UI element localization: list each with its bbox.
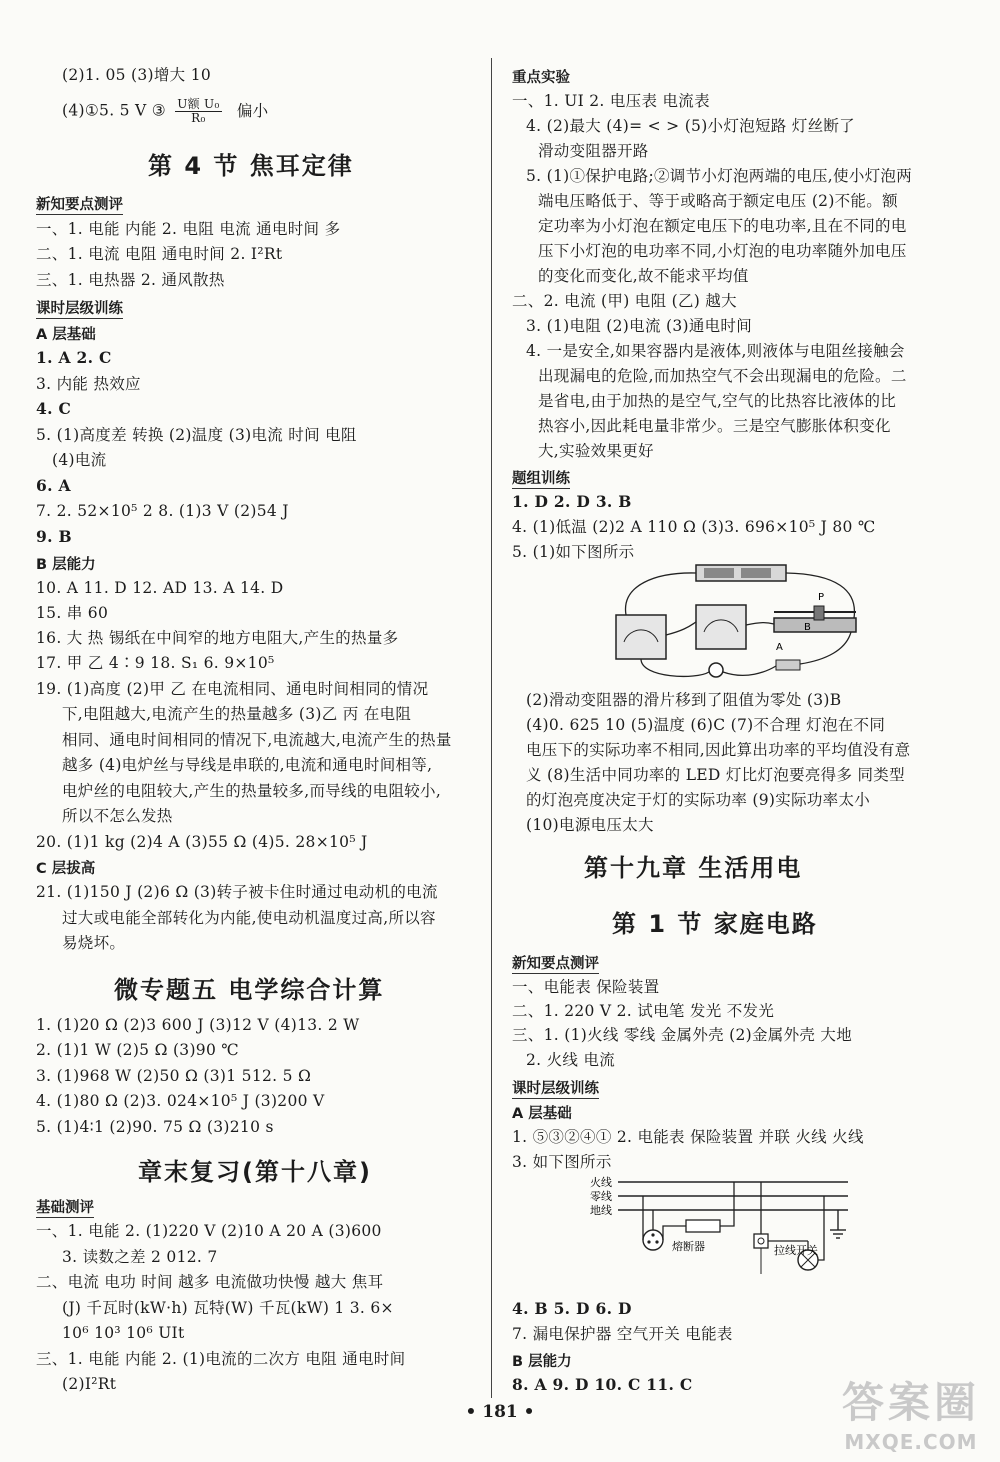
answer-line: 20. (1)1 kg (2)4 A (3)55 Ω (4)5. 28×10⁵ J: [36, 833, 368, 851]
subsection-title: 课时层级训练: [36, 297, 123, 319]
answer-line: (2)I²Rt: [62, 1375, 117, 1393]
answer-line: 3. 内能 热效应: [36, 375, 141, 393]
answer-line: 二、电流 电功 时间 越多 电流做功快慢 越大 焦耳: [36, 1273, 384, 1291]
subsection-title: 新知要点测评: [512, 952, 599, 974]
answer-line: 热容小,因此耗电量非常少。三是空气膨胀体积变化: [538, 417, 891, 435]
terminal-label-b: B: [804, 622, 811, 633]
answer-line: 是省电,由于加热的是空气,空气的比热容比液体的比: [538, 392, 897, 410]
answer-line: 易烧坏。: [62, 934, 126, 952]
answer-line: 3. (1)968 W (2)50 Ω (3)1 512. 5 Ω: [36, 1067, 312, 1085]
answer-line: 压下小灯泡的电功率不同,小灯泡的电功率随外加电压: [538, 242, 907, 260]
answer-line: 8. A 9. D 10. C 11. C: [512, 1375, 693, 1394]
answer-line: 三、1. 电热器 2. 通风散热: [36, 271, 225, 289]
socket-pin: [647, 1240, 650, 1243]
answer-line: 下,电阻越大,电流产生的热量越多 (3)乙 丙 在电阻: [62, 705, 412, 723]
battery-cell: [704, 568, 734, 578]
level-title: B 层能力: [36, 557, 96, 573]
fuse-wiring: [720, 1182, 734, 1226]
answer-line: 的灯泡亮度决定于灯的实际功率 (9)实际功率太小: [526, 791, 871, 809]
answer-line: 4. B 5. D 6. D: [512, 1299, 632, 1318]
answer-line: (10)电源电压太大: [526, 816, 654, 834]
watermark-logo-text: 答案圈: [841, 1378, 980, 1427]
terminal-label-a: A: [776, 642, 783, 653]
battery-cell: [741, 568, 771, 578]
answer-line: 4. (1)低温 (2)2 A 110 Ω (3)3. 696×10⁵ J 80 ℃: [512, 518, 876, 536]
subsection-title: 新知要点测评: [36, 193, 123, 215]
socket-pin: [655, 1240, 658, 1243]
switch: [776, 660, 800, 670]
answer-line: 21. (1)150 J (2)6 Ω (3)转子被卡住时通过电动机的电流: [36, 883, 438, 901]
answer-line: 5. (1)①保护电路;②调节小灯泡两端的电压,使小灯泡两: [526, 167, 913, 185]
answer-line: 所以不怎么发热: [62, 807, 173, 825]
answer-line: 过大或电能全部转化为内能,使电动机温度过高,所以容: [62, 909, 436, 927]
chapter-heading: 第十九章 生活用电: [584, 854, 803, 882]
bulb: [709, 663, 723, 677]
level-title: C 层拔高: [36, 861, 96, 877]
answer-line: 7. 漏电保护器 空气开关 电能表: [512, 1325, 733, 1343]
answer-line: 1. D 2. D 3. B: [512, 492, 632, 511]
answer-line: 10. A 11. D 12. AD 13. A 14. D: [36, 579, 284, 597]
answer-line: 一、电能表 保险装置: [512, 978, 660, 996]
level-title: A 层基础: [36, 327, 96, 343]
subsection-title: 课时层级训练: [512, 1077, 599, 1099]
household-circuit-figure: [588, 1170, 868, 1296]
answer-line-fraction: (4)①5. 5 V ③ $\frac{\text{U额 U₀}}{\text{R₀}}$ 偏小: [62, 97, 269, 125]
neutral-wire-label: 零线: [590, 1190, 612, 1203]
answer-line: 二、2. 电流 (甲) 电阻 (乙) 越大: [512, 292, 737, 310]
answer-line: 滑动变阻器开路: [538, 142, 649, 160]
answer-line: 一、1. 电能 内能 2. 电阻 电流 通电时间 多: [36, 220, 341, 238]
site-watermark: [842, 1370, 980, 1454]
live-wire-label: 火线: [590, 1176, 612, 1189]
answer-line: 7. 2. 52×10⁵ 2 8. (1)3 V (2)54 J: [36, 502, 289, 520]
rheostat-slider: [814, 606, 824, 620]
answer-line: 6. A: [36, 476, 71, 495]
answer-line: (2)滑动变阻器的滑片移到了阻值为零处 (3)B: [526, 691, 842, 709]
answer-line: 3. (1)电阻 (2)电流 (3)通电时间: [526, 317, 753, 335]
answer-line: (4)电流: [52, 451, 107, 469]
answer-line: 定功率为小灯泡在额定电压下的电功率,且在不同的电: [538, 217, 907, 235]
column-divider: [491, 58, 492, 1398]
slider-label-p: P: [818, 592, 825, 603]
answer-line: 越多 (4)电炉丝与导线是串联的,电流和通电时间相等,: [62, 756, 433, 774]
subsection-title: 基础测评: [36, 1196, 94, 1218]
answer-line: 一、1. UI 2. 电压表 电流表: [512, 92, 710, 110]
fuse: [686, 1220, 720, 1232]
answer-line: 义 (8)生活中同功率的 LED 灯比灯泡要亮得多 同类型: [526, 766, 905, 784]
answer-line: 5. (1)如下图所示: [512, 543, 635, 561]
answer-line: 电炉丝的电阻较大,产生的热量较多,而导线的电阻较小,: [62, 782, 442, 800]
answer-line: 4. C: [36, 399, 72, 418]
answer-line: 4. 一是安全,如果容器内是液体,则液体与电阻丝接触会: [526, 342, 905, 360]
ammeter: [616, 615, 666, 659]
section-heading: 第 1 节 家庭电路: [612, 910, 818, 938]
answer-line: 1. ⑤③②④① 2. 电能表 保险装置 并联 火线 火线: [512, 1128, 864, 1146]
section-heading: 第 4 节 焦耳定律: [148, 152, 354, 180]
answer-line: 5. (1)4∶1 (2)90. 75 Ω (3)210 s: [36, 1118, 274, 1136]
answer-line: 的变化而变化,故不能求平均值: [538, 267, 749, 285]
answer-line: 三、1. 电能 内能 2. (1)电流的二次方 电阻 通电时间: [36, 1350, 406, 1368]
answer-line: 大,实验效果更好: [538, 442, 654, 460]
answer-line: 1. A 2. C: [36, 348, 112, 367]
answer-line: 三、1. (1)火线 零线 金属外壳 (2)金属外壳 大地: [512, 1026, 853, 1044]
level-title: B 层能力: [512, 1354, 572, 1370]
answer-line: 19. (1)高度 (2)甲 乙 在电流相同、通电时间相同的情况: [36, 680, 429, 698]
answer-line: 电压下的实际功率不相同,因此算出功率的平均值没有意: [526, 741, 911, 759]
socket-pin: [651, 1233, 654, 1236]
answer-line: 4. (2)最大 (4)= < > (5)小灯泡短路 灯丝断了: [526, 117, 855, 135]
answer-line: 端电压略低于、等于或略高于额定电压 (2)不能。额: [538, 192, 898, 210]
answer-line: 二、1. 电流 电阻 通电时间 2. I²Rt: [36, 245, 283, 263]
fraction: $\frac{\text{U额 U₀}}{\text{R₀}}$: [177, 97, 220, 125]
answer-line: (2)1. 05 (3)增大 10: [62, 66, 212, 84]
level-title: A 层基础: [512, 1106, 572, 1122]
answer-line: 17. 甲 乙 4∶9 18. S₁ 6. 9×10⁵: [36, 654, 275, 672]
answer-line: 2. 火线 电流: [526, 1051, 616, 1069]
answer-line: 3. 读数之差 2 012. 7: [62, 1248, 218, 1266]
answer-line: 5. (1)高度差 转换 (2)温度 (3)电流 时间 电阻: [36, 426, 357, 444]
page-number: • 181 •: [465, 1402, 535, 1422]
answer-line: 10⁶ 10³ 10⁶ UIt: [62, 1324, 185, 1342]
answer-line: 1. (1)20 Ω (2)3 600 J (3)12 V (4)13. 2 W: [36, 1016, 360, 1034]
answer-line: 4. (1)80 Ω (2)3. 024×10⁵ J (3)200 V: [36, 1092, 325, 1110]
answer-line: 2. (1)1 W (2)5 Ω (3)90 ℃: [36, 1041, 239, 1059]
lamp-return: [818, 1196, 824, 1260]
socket: [643, 1230, 663, 1250]
answer-line: (J) 千瓦时(kW·h) 瓦特(W) 千瓦(kW) 1 3. 6×: [62, 1299, 394, 1317]
answer-line: 15. 串 60: [36, 604, 109, 622]
answer-line: 9. B: [36, 527, 72, 546]
circuit-experiment-figure: [596, 560, 896, 688]
pull-switch-knob: [758, 1238, 764, 1244]
voltmeter: [696, 605, 746, 649]
subsection-title: 重点实验: [512, 70, 570, 86]
answer-line: 出现漏电的危险,而加热空气不会出现漏电的危险。二: [538, 367, 907, 385]
fuse-label: 熔断器: [672, 1240, 705, 1253]
section-heading: 章末复习(第十八章): [138, 1158, 372, 1186]
answer-line: 3. 如下图所示: [512, 1153, 612, 1171]
answer-line: 一、1. 电能 2. (1)220 V (2)10 A 20 A (3)600: [36, 1222, 382, 1240]
section-heading: 微专题五 电学综合计算: [114, 976, 385, 1004]
subsection-title: 题组训练: [512, 467, 570, 489]
ground-wire-label: 地线: [590, 1204, 612, 1217]
answer-line: 二、1. 220 V 2. 试电笔 发光 不发光: [512, 1002, 775, 1020]
answer-line: 相同、通电时间相同的情况下,电流越大,电流产生的热量: [62, 731, 452, 749]
watermark-domain: MXQE.COM: [844, 1430, 978, 1454]
answer-line: 16. 大 热 锡纸在中间窄的地方电阻大,产生的热量多: [36, 629, 399, 647]
answer-line: (4)0. 625 10 (5)温度 (6)C (7)不合理 灯泡在不同: [526, 716, 886, 734]
pull-switch-label: 拉线开关: [774, 1244, 818, 1257]
